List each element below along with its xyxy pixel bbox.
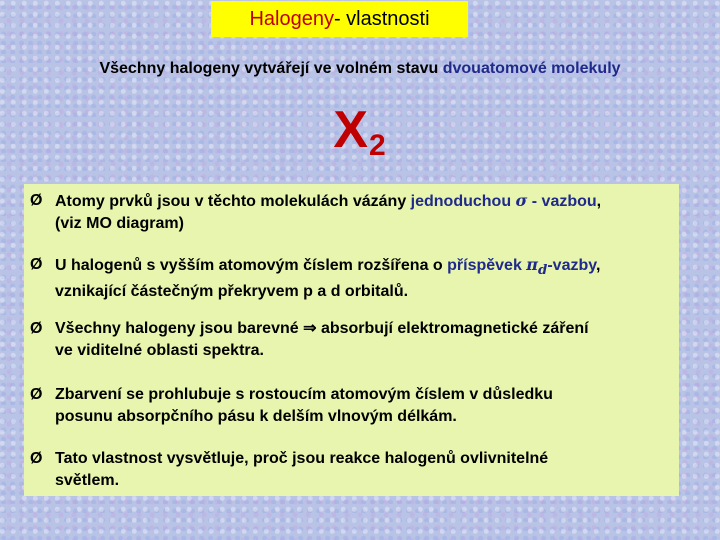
bullet-arrow-icon: Ø [30,256,43,273]
bullet-1-line2: (viz MO diagram) [55,215,184,232]
bullet-2-text: U halogenů s vyšším atomovým číslem rozšířena o [55,257,448,274]
bullet-3-text: Všechny halogeny jsou barevné [55,320,304,337]
bullet-4-line2: posunu absorpčního pásu k delším vlnovým délkám. [55,408,457,425]
bullet-2-accent-2: -vazby [547,257,596,274]
bullet-1-tail: , [596,193,602,210]
formula-subscript: 2 [369,129,387,162]
title-rest: - vlastnosti [333,7,430,30]
bullet-item-4 [30,384,670,428]
slide-title [211,1,468,37]
molecule-formula [0,100,720,163]
bullet-arrow-icon: Ø [30,386,43,403]
formula-base: X [333,101,369,159]
bullet-1-accent-2: - vazbou [527,193,597,210]
bullet-4-text: Zbarvení se prohlubuje s rostoucím atomovým číslem v důsledku [55,386,553,403]
bullet-arrow-icon: Ø [30,192,43,209]
bullet-3-tail: absorbují elektromagnetické záření [316,320,589,337]
bullet-2-tail: , [595,257,601,274]
subtitle-plain: Všechny halogeny vytvářejí ve volném stavu [99,60,443,77]
bullet-2-line2: vznikající částečným překryvem p a d orbitalů. [55,283,409,301]
bullet-3-line2: ve viditelné oblasti spektra. [55,342,264,359]
sigma-symbol: σ [515,191,528,210]
bullet-item-3 [30,318,670,362]
bullet-arrow-icon: Ø [30,320,43,337]
bullet-1-text: Atomy prvků jsou v těchto molekulách vázány [55,193,411,210]
bullet-item-2 [30,254,670,303]
subtitle [0,60,720,78]
bullet-5-text: Tato vlastnost vysvětluje, proč jsou reakce halogenů ovlivnitelné [55,450,549,467]
bullet-5-line2: světlem. [55,472,120,489]
bullet-arrow-icon: Ø [30,450,43,467]
title-main: Halogeny [249,7,334,30]
bullet-2-accent: příspěvek [447,257,527,274]
bullet-item-5 [30,448,670,492]
pi-subscript: d [538,262,548,279]
bullet-item-1 [30,190,670,235]
pi-symbol: π [526,255,539,274]
implies-arrow-icon: ⇒ [303,320,317,337]
bullet-1-accent: jednoduchou [410,193,516,210]
subtitle-highlight: dvouatomové molekuly [442,60,621,77]
